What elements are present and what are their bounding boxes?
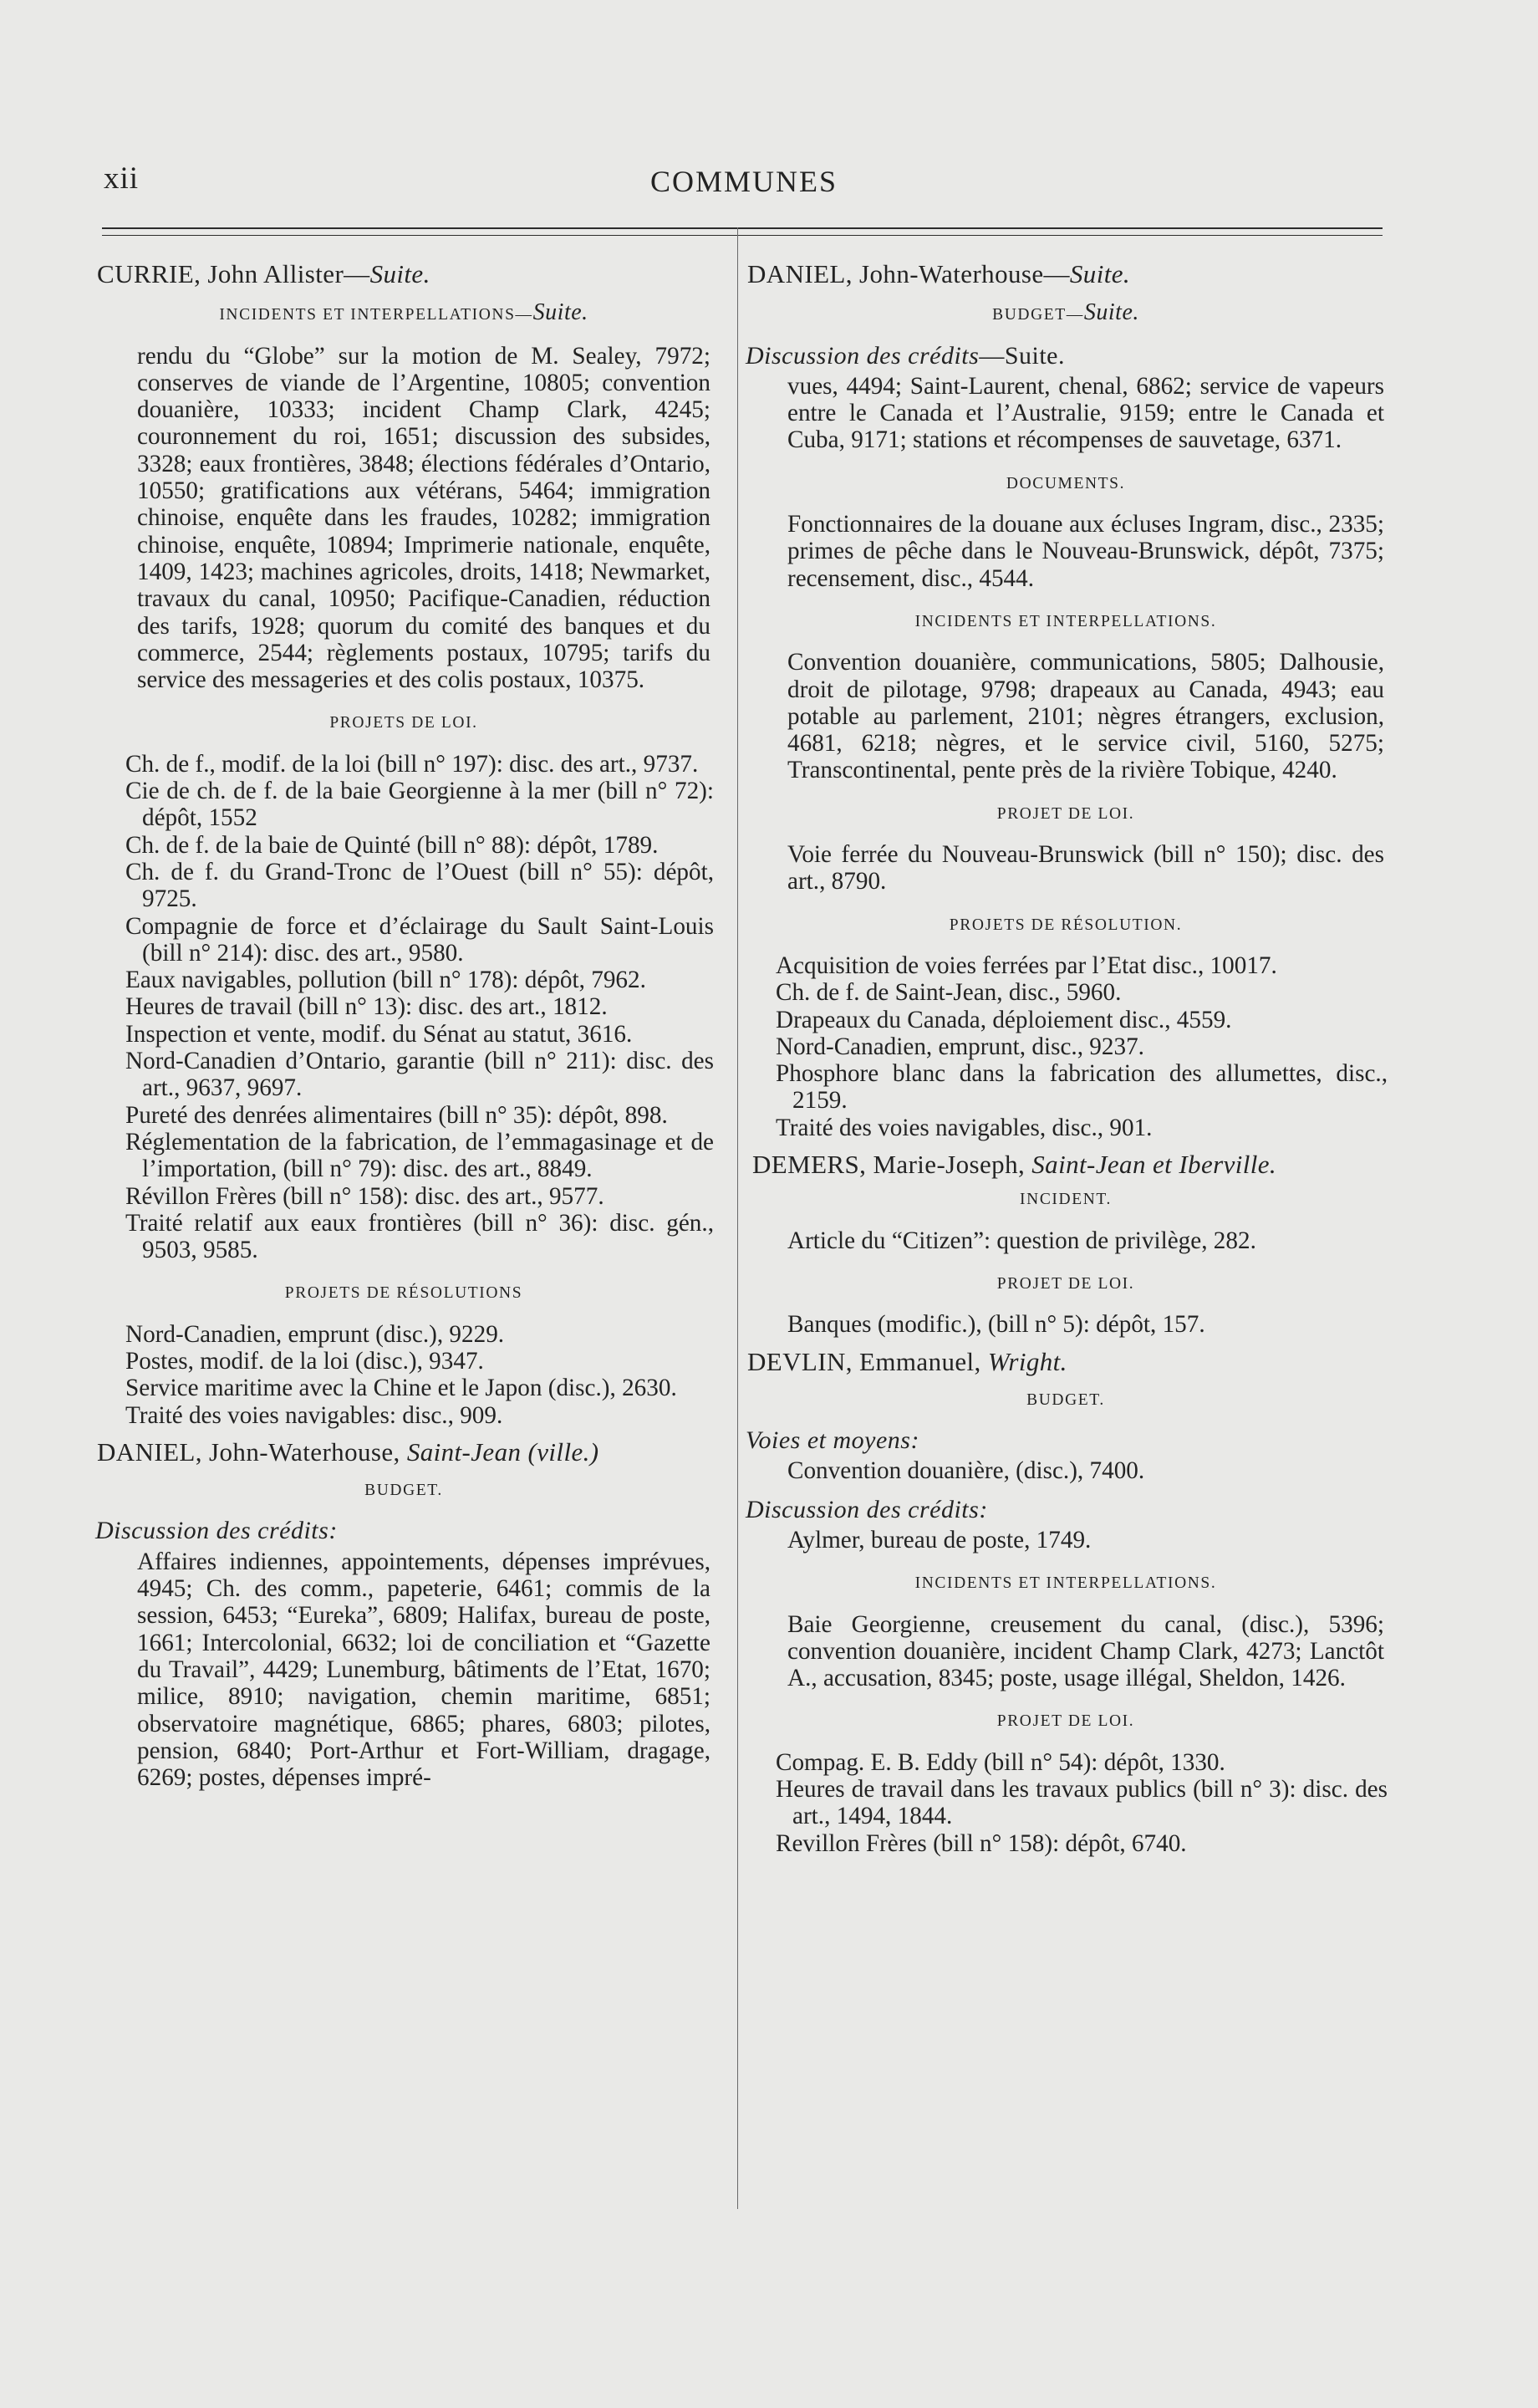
resolutions-list [94, 1321, 714, 1429]
section-heading-incidents: INCIDENTS ET INTERPELLATIONS. [914, 1574, 1217, 1593]
column-divider [737, 227, 738, 2209]
index-entry: Nord-Canadien, emprunt, disc., 9237. [776, 1033, 1144, 1060]
member-name-suite: Suite. [1069, 259, 1131, 288]
section-heading-text: BUDGET— [992, 306, 1084, 324]
member-riding: Saint-Jean et Iberville. [1031, 1150, 1277, 1180]
subheading-discussion-credits: Discussion des crédits: [746, 1495, 988, 1523]
subheading-discussion-credits [746, 343, 1388, 370]
index-entry: Traité des voies navigables, disc., 901. [776, 1114, 1153, 1141]
index-entry: Acquisition de voies ferrées par l’Etat disc., 10017. [776, 951, 1277, 979]
member-name-suite: Suite. [369, 259, 430, 288]
index-entry: Ch. de f. de la baie de Quinté (bill n° 88): dépôt, 1789. [125, 831, 659, 859]
subheading-voies-et-moyens: Voies et moyens: [746, 1426, 919, 1455]
member-name-daniel-suite [747, 261, 1388, 288]
index-entry: Heures de travail (bill n° 13): disc. des art., 1812. [125, 993, 608, 1021]
index-entry: Ch. de f. du Grand-Tronc de l’Ouest (bill n° 55): dépôt, 9725. [125, 858, 714, 913]
member-riding: Saint-Jean (ville.) [406, 1436, 599, 1467]
section-heading-projet-de-loi: PROJET DE LOI. [996, 804, 1135, 823]
subheading-discussion-credits: Discussion des crédits: [95, 1517, 338, 1545]
bills-list [744, 1749, 1388, 1857]
member-name-currie [97, 261, 714, 288]
member-riding: Wright. [987, 1346, 1067, 1376]
section-heading-incident: INCIDENT. [1020, 1191, 1112, 1209]
documents-paragraph: Fonctionnaires de la douane aux écluses Ingram, disc., 2335; primes de pêche dans le Nouveau-Brunswick, dépôt, 7375; recensement, disc., 4544. [787, 511, 1384, 592]
index-entry: Nord-Canadien d’Ontario, garantie (bill n° 211): disc. des art., 9637, 9697. [125, 1048, 714, 1102]
bill-paragraph: Banques (modific.), (bill n° 5): dépôt, 157. [787, 1311, 1205, 1339]
incidents-paragraph: Baie Georgienne, creusement du canal, (disc.), 5396; convention douanière, incident Champ Clark, 4273; Lanctôt A., accusation, 8345; poste, usage illégal, Sheldon, 1426. [787, 1610, 1384, 1692]
incidents-paragraph: Convention douanière, communications, 5805; Dalhousie, droit de pilotage, 9798; drapeaux au Canada, 4943; eau potable au parlement, 2101; nègres étrangers, exclusion, 4681, 6218; nègres, et le service civil, 5160, 5275; Transcontinental, pente près de la rivière Tobique, 4240. [787, 649, 1384, 784]
resolutions-list [744, 952, 1388, 1141]
bill-paragraph: Voie ferrée du Nouveau-Brunswick (bill n° 150); disc. des art., 8790. [787, 841, 1384, 895]
header-rule-top [102, 227, 1383, 229]
section-heading-incidents [94, 299, 714, 329]
member-name-text: CURRIE, John Allister— [97, 259, 370, 288]
index-entry: Heures de travail dans les travaux publics (bill n° 3): disc. des art., 1494, 1844. [776, 1776, 1388, 1830]
index-entry: Ch. de f. de Saint-Jean, disc., 5960. [776, 979, 1122, 1007]
section-heading-text: INCIDENTS ET INTERPELLATIONS— [219, 306, 533, 324]
member-name-daniel [97, 1436, 714, 1467]
section-heading-suite: Suite. [1083, 299, 1139, 326]
index-entry: Révillon Frères (bill n° 158): disc. des art., 9577. [125, 1182, 604, 1210]
index-entry: Nord-Canadien, emprunt (disc.), 9229. [125, 1320, 505, 1348]
index-entry: Compagnie de force et d’éclairage du Sault Saint-Louis (bill n° 214): disc. des art., 9580. [125, 912, 714, 967]
spacer [744, 1485, 1388, 1495]
index-entry: Service maritime avec la Chine et le Japon (disc.), 2630. [125, 1375, 677, 1402]
credits-paragraph: vues, 4494; Saint-Laurent, chenal, 6862; service de vapeurs entre le Canada et l’Australie, 9159; entre le Canada et Cuba, 9171; stations et récompenses de sauvetage, 6371. [787, 372, 1384, 454]
subheading-text: Discussion des crédits [746, 341, 980, 370]
member-name-demers [752, 1150, 1388, 1180]
index-entry: Compag. E. B. Eddy (bill n° 54): dépôt, 1330. [776, 1748, 1225, 1776]
index-entry: Pureté des denrées alimentaires (bill n° 35): dépôt, 898. [125, 1101, 668, 1129]
left-column [94, 261, 714, 1791]
section-heading-projets-de-resolution: PROJETS DE RÉSOLUTION. [949, 916, 1183, 934]
credits-paragraph: Affaires indiennes, appointements, dépenses imprévues, 4945; Ch. des comm., papeterie, 6461; commis de la session, 6453; “Eureka”, 6809; Halifax, bureau de poste, 1661; Intercolonial, 6632; loi de conciliation et “Gazette du Travail”, 4429; Lunemburg, bâtiments de l’Etat, 1670; milice, 8910; navigation, chemin maritime, 6851; observatoire magnétique, 6865; phares, 6803; pilotes, pension, 6840; Port-Arthur et Fort-William, dragage, 6269; postes, dépenses impré- [137, 1548, 710, 1792]
index-entry: Postes, modif. de la loi (disc.), 9347. [125, 1347, 484, 1375]
voies-moyens-paragraph: Convention douanière, (disc.), 7400. [787, 1457, 1145, 1485]
index-entry: Réglementation de la fabrication, de l’emmagasinage et de l’importation, (bill n° 79): disc. des art., 8849. [125, 1128, 714, 1183]
section-heading-documents: DOCUMENTS. [1006, 474, 1126, 492]
member-name-text: DEVLIN, Emmanuel, [747, 1346, 988, 1376]
page-number: xii [104, 161, 140, 196]
member-name-text: DANIEL, John-Waterhouse— [747, 259, 1070, 288]
bills-list [94, 751, 714, 1264]
index-entry: Revillon Frères (bill n° 158): dépôt, 6740. [776, 1829, 1187, 1857]
index-entry: Ch. de f., modif. de la loi (bill n° 197): disc. des art., 9737. [125, 750, 699, 778]
right-column [744, 261, 1388, 1857]
section-heading-projet-de-loi: PROJET DE LOI. [996, 1712, 1135, 1731]
subheading-suite: —Suite. [979, 341, 1065, 370]
section-heading-budget-suite [744, 299, 1388, 329]
incidents-paragraph: rendu du “Globe” sur la motion de M. Sealey, 7972; conserves de viande de l’Argentine, 10805; convention douanière, 10333; incident Champ Clark, 4245; couronnement du roi, 1651; discussion des subsides, 3328; eaux frontières, 3848; élections fédérales d’Ontario, 10550; gratifications aux vétérans, 5464; immigration chinoise, enquête dans les fraudes, 10282; immigration chinoise, enquête, 10894; Imprimerie nationale, enquête, 1409, 1423; machines agricoles, droits, 1418; Newmarket, travaux du canal, 10950; Pacifique-Canadien, réduction des tarifs, 1928; quorum du comité des banques et du commerce, 2544; règlements postaux, 10795; tarifs du service des messageries et des colis postaux, 10375. [137, 342, 710, 694]
index-entry: Traité des voies navigables: disc., 909. [125, 1401, 503, 1429]
credits-paragraph: Aylmer, bureau de poste, 1749. [787, 1526, 1092, 1553]
member-name-devlin [747, 1346, 1388, 1376]
index-entry: Drapeaux du Canada, déploiement disc., 4559. [776, 1006, 1232, 1033]
member-name-text: DANIEL, John-Waterhouse, [97, 1436, 407, 1467]
page-title: COMMUNES [649, 165, 838, 198]
index-entry: Phosphore blanc dans la fabrication des allumettes, disc., 2159. [776, 1060, 1388, 1115]
section-heading-projets-de-resolutions: PROJETS DE RÉSOLUTIONS [284, 1284, 523, 1303]
index-entry: Cie de ch. de f. de la baie Georgienne à la mer (bill n° 72): dépôt, 1552 [125, 778, 714, 832]
incident-paragraph: Article du “Citizen”: question de privilège, 282. [787, 1227, 1256, 1254]
member-name-text: DEMERS, Marie-Joseph, [752, 1150, 1032, 1180]
section-heading-projets-de-loi: PROJETS DE LOI. [329, 714, 478, 732]
header-rule-bottom [102, 235, 1383, 236]
section-heading-budget: BUDGET. [364, 1482, 443, 1500]
section-heading-projet-de-loi: PROJET DE LOI. [996, 1274, 1135, 1293]
index-entry: Inspection et vente, modif. du Sénat au statut, 3616. [125, 1020, 633, 1048]
section-heading-budget: BUDGET. [1026, 1390, 1105, 1409]
index-entry: Traité relatif aux eaux frontières (bill n° 36): disc. gén., 9503, 9585. [125, 1209, 714, 1264]
index-entry: Eaux navigables, pollution (bill n° 178): dépôt, 7962. [125, 967, 646, 994]
section-heading-incidents: INCIDENTS ET INTERPELLATIONS. [914, 612, 1217, 630]
section-heading-suite: Suite. [532, 299, 588, 326]
